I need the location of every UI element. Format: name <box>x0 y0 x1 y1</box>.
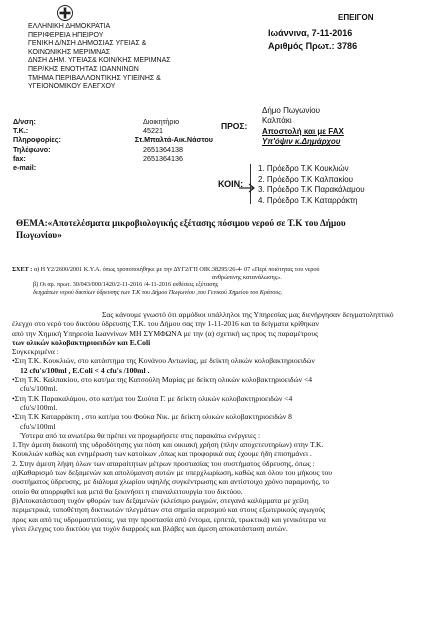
koin-item: 1. Πρόεδρο Τ.Κ Κουκλιών <box>258 164 349 173</box>
action-line: συστήματος ύδρευσης, με διάλυμα χλωρίου υψηλής συγκέντρωσης και αντίστοιχο χρόνο παραμονής, το <box>12 477 330 487</box>
header-line: ΠΕΡΙΦΕΡΕΙΑ ΗΠΕΙΡΟΥ <box>28 31 104 39</box>
bullet-line: •Στη Τ.Κ Καταρράκτη , στο κατ/μα του Φούκα Νικ. με δείκτη ολικών κολοβακτηριοειδών 8 <box>12 412 292 422</box>
recipient-line: Υπ'όψιν κ.Δημάρχου <box>262 137 341 147</box>
bullet-line: •Στη Τ.Κ. Καλπακίου, στο κατ/μα της Κατσούλη Μαρίας με δείκτη ολικών κολοβακτηριοειδών <4 <box>12 375 313 385</box>
action-line: 1.Την άμεση διακοπή της υδροδότησης για πόση και οικιακή χρήση (πλην αποχετευτηρίων) στην Τ.Κ. <box>12 440 324 450</box>
contact-value: Διοικητήριο <box>143 117 180 126</box>
action-line: 2. Στην άμεση λήψη όλων των απαραίτητων μέτρων προστασίας του συστήματος ύδρευσης, όπως : <box>12 458 315 468</box>
koin-item: 2. Πρόεδρο Τ.Κ Καλπακίου <box>258 174 354 184</box>
contact-label: Πληροφορίες: <box>13 135 61 145</box>
header-line: ΥΓΕΙΟΝΟΜΙΚΟΥ ΕΛΕΓΧΟΥ <box>28 83 116 91</box>
body-text <box>12 310 438 533</box>
koin-item: 4. Πρόεδρο Τ.Κ Καταρράκτη <box>258 195 358 205</box>
body-line: των ολικών κολοβακτηριοειδών και E.Coli <box>12 337 151 347</box>
contact-row <box>13 135 213 144</box>
bullet-line: 12 cfu's/100ml , E.Coli < 4 cfu's /100ml . <box>20 365 150 375</box>
action-line: προς και από τις υδρομαστεύσεις, για την προστασία από έντομα, ερπετά, τρωκτικά) και γενικότερα να <box>12 514 326 524</box>
koin-label: ΚΟΙΝ: <box>218 179 244 189</box>
body-line: Συγκεκριμένα : <box>12 347 59 357</box>
cross-icon <box>56 4 74 22</box>
contact-block <box>13 117 213 172</box>
sxet-label: ΣΧΕΤ : <box>12 266 33 273</box>
action-line: β)Αποκατάσταση τυχόν φθορών των δεξαμενών (κλείσιμο ρωγμών, στεγανά καλύμματα με χείλη <box>12 495 309 505</box>
subject-line: Πωγωνίου» <box>16 230 62 240</box>
contact-row <box>13 145 213 154</box>
agency-header <box>28 23 228 92</box>
urgent-label: ΕΠΕΙΓΟΝ <box>338 13 374 22</box>
contact-row <box>13 117 213 126</box>
contact-row <box>13 163 213 172</box>
bullet-line: •Στη Τ.Κ Παρακαλάμου, στο κατ/μα του Σιούτα Γ. με δείκτη ολικών κολοβακτηριοειδών <4 <box>12 393 293 403</box>
contact-label: Τ.Κ.: <box>13 126 29 136</box>
body-line: έλεγχο στο νερό του δικτύου ύδρευσης Τ.Κ. του Δήμου σας την 1-11-2016 και τα δείγματα κρίθηκαν <box>12 319 319 329</box>
contact-value: 45221 <box>143 126 163 136</box>
body-line: Ύστερα από τα ανωτέρω θα πρέπει να προχωρήσετε στις παρακάτω ενέργειες : <box>20 430 261 440</box>
recipient-block <box>262 106 344 148</box>
place-date: Ιωάννινα, 7-11-2016 <box>268 28 353 38</box>
recipient-line: Αποστολή και με FAX <box>262 126 344 136</box>
contact-label: Δ/νση: <box>13 117 36 126</box>
arrow-icon <box>238 182 256 194</box>
ref-a: α) Η Υ2/2600/2001 Κ.Υ.Α. όπως τροποποιήθηκε με την ΔΥΓ2/ΓΠ ΟΙΚ.38295/26-4- 07 «Περί ποιότητας του νερού <box>33 266 320 273</box>
ref-a-cont: ανθρώπινης κατανάλωσης». <box>212 273 282 281</box>
header-line: ΠΕΡ/ΚΗΣ ΕΝΟΤΗΤΑΣ ΙΩΑΝΝΙΝΩΝ <box>28 65 139 73</box>
action-line: περιμετρικά, τοποθέτηση δικτυωτών πλεγμάτων στα σημεία αερισμού και στους εξωτερικούς αγωγούς <box>12 505 326 515</box>
related-refs <box>12 266 440 296</box>
action-line: α)Καθαρισμό των δεξαμενών και απολύμανση αυτών με υπερχλωρίωση, καθώς και όλου του μήκους του <box>12 468 333 478</box>
ref-b-cont: δειγμάτων νερού δικτύων ύδρευσης των Τ.Κ του Δήμου Πωγωνίου ,του Γενικού Χημείου του Κράτους. <box>33 288 283 296</box>
body-line: Σας κάνουμε γνωστό ότι αρμόδιοι υπάλληλοι της Υπηρεσίας μας διενήργησαν δειγματοληπτικό <box>102 310 394 319</box>
bullet-line: cfu's/100ml <box>20 421 56 431</box>
contact-label: Τηλέφωνο: <box>13 144 51 154</box>
ref-b: β) Οι αρ. πρωτ. 30/043/000/1420/2-11-2016 /4-11-2016 εκθέσεις εξέτασης <box>33 281 219 289</box>
koin-item: 3. Πρόεδρο Τ.Κ Παρακάλαμου <box>258 185 365 194</box>
contact-value: 2651364136 <box>143 153 183 163</box>
contact-label: e-mail: <box>13 163 37 173</box>
koin-list <box>258 164 365 206</box>
bullet-line: cfu's/100ml. <box>20 384 58 394</box>
bullet-line: •Στη Τ.Κ. Κουκλιών, στο κατάστημα της Κονάνου Αντωνίας, με δείκτη ολικών κολοβακτηριοειδών <box>12 356 315 366</box>
contact-row <box>13 126 213 135</box>
contact-value: 2651364138 <box>143 144 183 154</box>
bullet-line: cfu's/100ml. <box>20 402 58 412</box>
header-line: ΤΜΗΜΑ ΠΕΡΙΒΑΛΛΟΝΤΙΚΗΣ ΥΓΙΕΙΝΗΣ & <box>28 74 161 82</box>
action-line: Κουκλιών καθώς και ενημέρωση των κατοίκων ,όπως και προφορικά σας έχουμε ήδη επισημάνει . <box>12 449 312 459</box>
recipient-line: Καλπάκι <box>262 116 292 126</box>
header-line: ΕΛΛΗΝΙΚΗ ΔΗΜΟΚΡΑΤΙΑ <box>28 23 111 30</box>
protocol-number: Αριθμός Πρωτ.: 3786 <box>268 41 358 51</box>
action-line: γίνει έλεγχος του δικτύου για τυχόν διαρροές και βλάβες και άμεση αποκατάσταση αυτών. <box>12 523 288 533</box>
header-line: ΔΝΣΗ ΔΗΜ. ΥΓΕΙΑΣ& ΚΟΙΝ/ΚΗΣ ΜΕΡΙΜΝΑΣ <box>28 57 171 65</box>
pros-label: ΠΡΟΣ: <box>221 121 248 131</box>
header-line: ΚΟΙΝΩΝΙΚΗΣ ΜΕΡΙΜΝΑΣ <box>28 48 111 56</box>
emblem <box>56 4 74 22</box>
body-line: από την Χημική Υπηρεσία Ιωαννίνων ΜΗ ΣΥΜΦΩΝΑ με την (α) σχετική ως προς τις παραμέτρους <box>12 328 319 338</box>
subject-line: ΘΕΜΑ:«Αποτελέσματα μικροβιολογικής εξέτασης πόσιμου νερού σε Τ.Κ του Δήμου <box>16 218 346 228</box>
contact-value: Στ.Μπαλτά-Αικ.Νάστου <box>134 135 213 145</box>
contact-label: fax: <box>13 153 26 163</box>
header-line: ΓΕΝΙΚΗ Δ/ΝΣΗ ΔΗΜΟΣΙΑΣ ΥΓΕΙΑΣ & <box>28 40 147 48</box>
recipient-line: Δήμο Πωγωνίου <box>262 106 320 115</box>
action-line: οποίο θα απορριφθεί και μετά θα ξεκινήσει η επαναλειτουργία του δικτύου. <box>12 486 243 496</box>
contact-row <box>13 154 213 163</box>
